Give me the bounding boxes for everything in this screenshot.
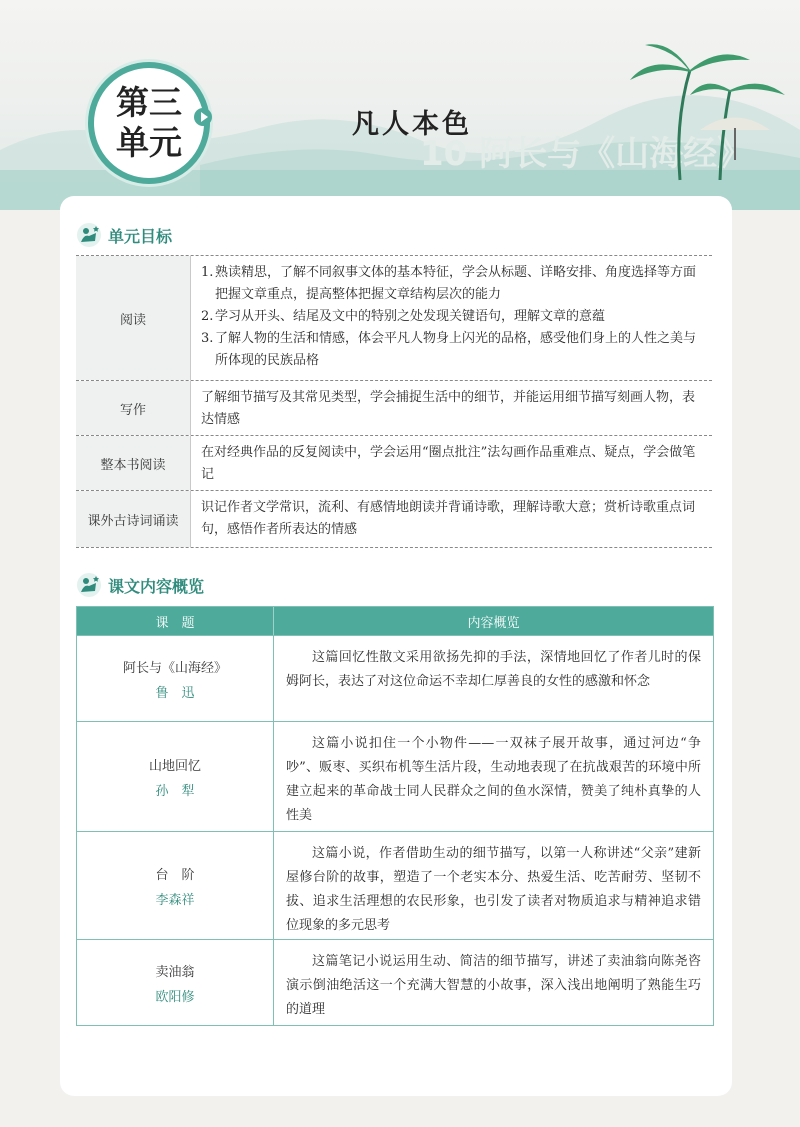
- overview-heading-text: 课文内容概览: [108, 576, 205, 596]
- goals-heading: [76, 222, 172, 248]
- goal-item: [201, 328, 706, 372]
- table-row: [77, 635, 713, 721]
- lesson-summary: 这篇小说扣住一个小物件——一双袜子展开故事，通过河边“争吵”、贩枣、买织布机等生活片段，生动地表现了在抗战艰苦的环境中所建立起来的革命战士同人民群众之间的鱼水深情，赞美了纯朴真挚的人性美: [286, 736, 701, 823]
- goals-heading-text: 单元目标: [108, 226, 173, 246]
- goal-item-num: 2.: [201, 309, 214, 324]
- unit-title: 凡人本色: [352, 109, 472, 140]
- goal-item-text: 了解人物的生活和情感，体会平凡人物身上闪光的品格，感受他们身上的人性之美与所体现的民族品格: [215, 331, 697, 368]
- unit-banner: [0, 0, 800, 210]
- unit-label-line2: 单元: [116, 123, 182, 162]
- goals-row-label: 整本书阅读: [76, 436, 191, 490]
- svg-text:10 阿长与《山海经》: 10 阿长与《山海经》: [420, 134, 752, 174]
- unit-label-line1: 第三: [116, 83, 182, 122]
- lesson-author: 鲁 迅: [155, 685, 195, 701]
- col-header-title: 课 题: [77, 607, 274, 635]
- goals-row-text: 识记作者文学常识，流利、有感情地朗读并背诵诗歌，理解诗歌大意；赏析诗歌重点词句，感悟作者所表达的情感: [201, 500, 696, 537]
- lesson-summary: 这篇回忆性散文采用欲扬先抑的手法，深情地回忆了作者儿时的保姆阿长，表达了对这位命运不幸却仁厚善良的女性的感激和怀念: [286, 650, 701, 689]
- col-header-summary: 内容概览: [467, 615, 520, 631]
- goals-row-label: 课外古诗词诵读: [76, 491, 191, 547]
- lesson-cell: [77, 940, 274, 1025]
- lesson-title: 阿长与《山海经》: [122, 660, 227, 676]
- lesson-summary: 这篇小说，作者借助生动的细节描写，以第一人称讲述“父亲”建新屋修台阶的故事，塑造了一个老实本分、热爱生活、吃苦耐劳、坚韧不拔、追求生活理想的农民形象，也引发了读者对物质追求与精神追求错位现象的多元思考: [286, 846, 701, 933]
- goal-item-text: 学习从开头、结尾及文中的特别之处发现关键语句，理解文章的意蕴: [215, 309, 606, 324]
- unit-number-badge: [88, 62, 210, 184]
- goals-row-label: 写作: [76, 381, 191, 435]
- goals-row-text: [191, 256, 712, 380]
- lesson-author: 李森祥: [155, 892, 195, 908]
- lesson-title: 台 阶: [155, 867, 195, 883]
- goals-row-label: 阅读: [76, 256, 191, 380]
- table-row: [77, 939, 713, 1025]
- lesson-author: 孙 犁: [155, 783, 195, 799]
- table-row: [77, 831, 713, 939]
- lesson-author: 欧阳修: [155, 989, 195, 1005]
- goal-item-num: 3.: [201, 331, 214, 346]
- goal-item: [201, 262, 706, 306]
- goal-item-text: 熟读精思，了解不同叙事文体的基本特征，学会从标题、详略安排、角度选择等方面把握文章重点，提高整体把握文章结构层次的能力: [215, 265, 697, 302]
- lesson-cell: [77, 636, 274, 721]
- goals-row-writing: [76, 381, 712, 436]
- lesson-title: 山地回忆: [148, 758, 201, 774]
- play-arrow-icon: [194, 108, 212, 126]
- overview-table: [76, 606, 714, 1026]
- goals-table: [76, 255, 712, 548]
- reader-icon: [76, 222, 102, 248]
- reader-icon: [76, 572, 102, 598]
- lesson-cell: [77, 832, 274, 939]
- goals-row-poetry: [76, 491, 712, 548]
- goals-row-whole-book: [76, 436, 712, 491]
- overview-heading: [76, 572, 204, 598]
- goals-row-reading: [76, 255, 712, 381]
- goal-item-num: 1.: [201, 265, 214, 280]
- goal-item: [201, 306, 706, 328]
- lesson-cell: [77, 722, 274, 831]
- goals-row-text: 在对经典作品的反复阅读中，学会运用“圈点批注”法勾画作品重难点、疑点，学会做笔记: [201, 445, 696, 482]
- overview-table-header: [77, 607, 713, 635]
- lesson-summary: 这篇笔记小说运用生动、简洁的细节描写，讲述了卖油翁向陈尧咨演示倒油绝活这一个充满大智慧的小故事，深入浅出地阐明了熟能生巧的道理: [286, 954, 701, 1017]
- goals-row-text: 了解细节描写及其常见类型，学会捕捉生活中的细节，并能运用细节描写刻画人物，表达情感: [201, 390, 696, 427]
- lesson-title: 卖油翁: [155, 964, 195, 980]
- table-row: [77, 721, 713, 831]
